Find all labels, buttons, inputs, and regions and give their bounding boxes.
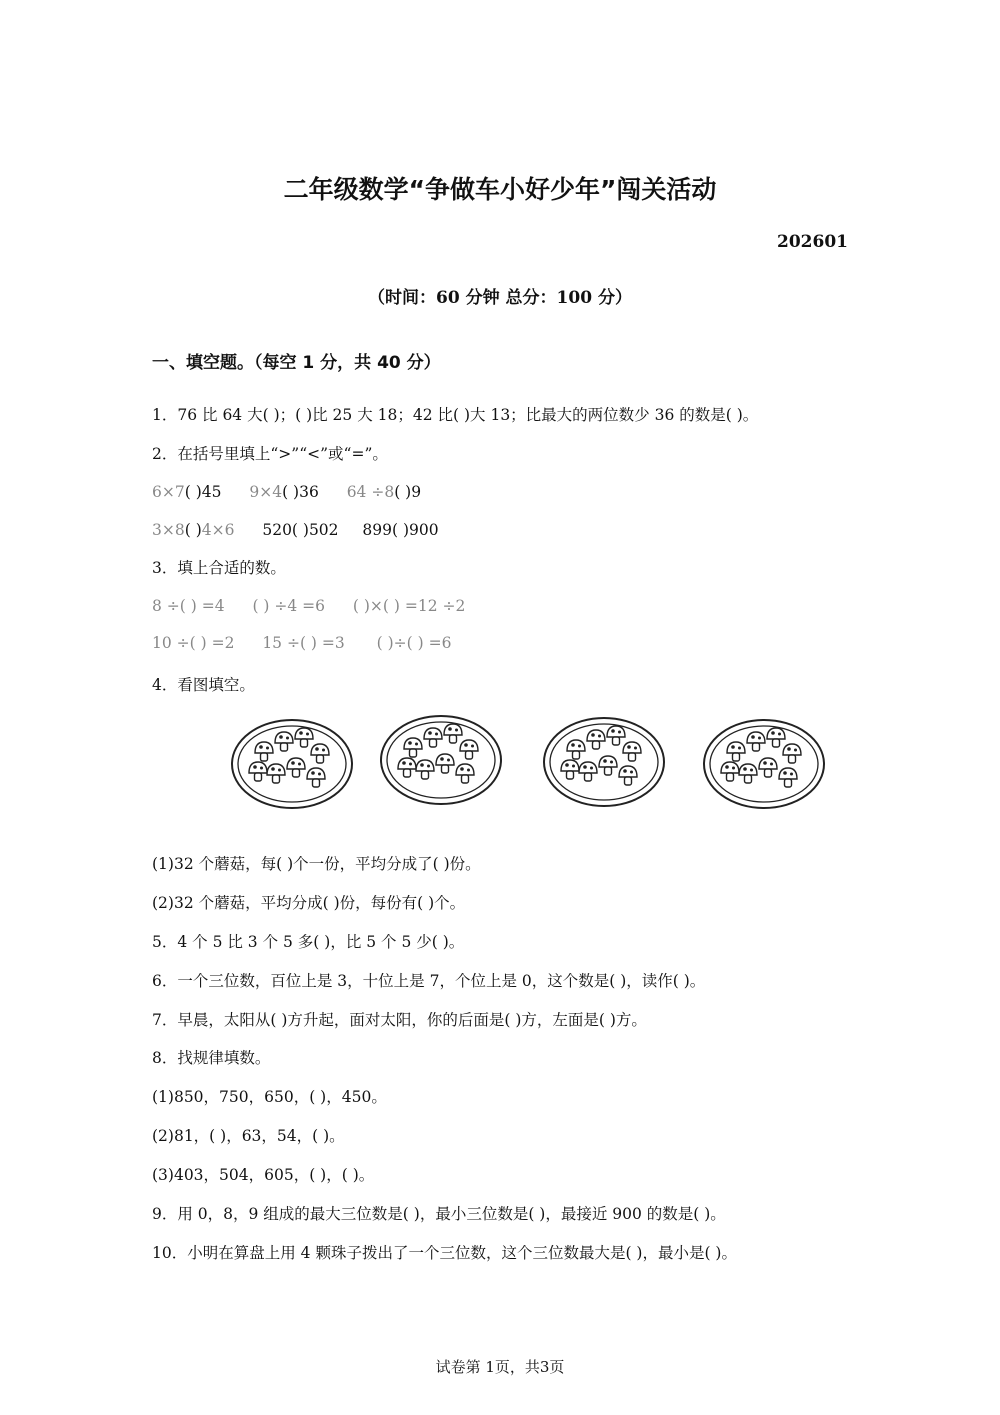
question-2-row-2	[152, 520, 439, 540]
blank: ( )	[184, 521, 202, 539]
equation: ( ) ÷4 =6	[252, 597, 326, 615]
page-title: 二年级数学“争做车小好少年”闯关活动	[283, 175, 717, 204]
question-7: 7．早晨，太阳从( )方升起，面对太阳，你的后面是( )方，左面是( )方。	[152, 1011, 647, 1029]
question-6: 6．一个三位数，百位上是 3，十位上是 7，个位上是 0，这个数是( )，读作( )。	[152, 972, 706, 990]
question-5: 5．4 个 5 比 3 个 5 多( )，比 5 个 5 少( )。	[152, 933, 465, 951]
plate-2	[381, 716, 501, 804]
question-1: 1．76 比 64 大( )；( )比 25 大 18；42 比( )大 13；比最大的两位数少 36 的数是( )。	[152, 406, 759, 424]
question-2-row-1	[152, 482, 421, 502]
question-4-part-2: (2)32 个蘑菇，平均分成( )份，每份有( )个。	[152, 894, 466, 912]
expr: 3×8	[152, 521, 185, 539]
equation: 8 ÷( ) =4	[152, 597, 225, 615]
blank: ( )36	[282, 483, 319, 501]
question-3-row-1	[152, 596, 465, 616]
equation: ( )÷( ) =6	[376, 634, 452, 652]
expr: 64 ÷8	[346, 483, 395, 501]
expr: 9×4	[249, 483, 283, 501]
question-8: 8．找规律填数。	[152, 1049, 271, 1067]
mushroom-plates-figure	[226, 712, 836, 812]
question-9: 9．用 0，8，9 组成的最大三位数是( )，最小三位数是( )，最接近 900 的数是( )。	[152, 1205, 726, 1223]
question-4-part-1: (1)32 个蘑菇，每( )个一份，平均分成了( )份。	[152, 855, 481, 873]
equation: 15 ÷( ) =3	[262, 634, 345, 652]
equation: 10 ÷( ) =2	[152, 634, 235, 652]
question-10: 10．小明在算盘上用 4 颗珠子拨出了一个三位数，这个三位数最大是( )，最小是( )。	[152, 1244, 737, 1262]
blank: 899( )900	[362, 521, 439, 539]
question-3-row-2	[152, 633, 451, 653]
expr: 4×6	[201, 521, 235, 539]
section-heading: 一、填空题。（每空 1 分，共 40 分）	[152, 353, 441, 373]
question-8-part-1: (1)850，750，650，( )，450。	[152, 1088, 387, 1106]
expr: 6×7	[152, 483, 185, 501]
plate-1	[232, 720, 352, 808]
question-3: 3．填上合适的数。	[152, 559, 286, 577]
equation: ( )×( ) =12 ÷2	[352, 597, 466, 615]
page-footer: 试卷第 1页，共3页	[435, 1358, 565, 1376]
question-4: 4．看图填空。	[152, 676, 255, 694]
blank: ( )45	[184, 483, 222, 501]
exam-code: 202601	[777, 232, 848, 252]
question-8-part-3: (3)403，504，605，( )，( )。	[152, 1166, 375, 1184]
blank: ( )9	[394, 483, 422, 501]
blank: 520( )502	[262, 521, 339, 539]
plate-4	[704, 720, 824, 808]
plate-3	[544, 718, 664, 806]
time-score-line: （时间：60 分钟 总分：100 分）	[368, 288, 632, 308]
question-8-part-2: (2)81，( )，63，54，( )。	[152, 1127, 345, 1145]
question-2: 2．在括号里填上“>”“<”或“=”。	[152, 445, 388, 463]
